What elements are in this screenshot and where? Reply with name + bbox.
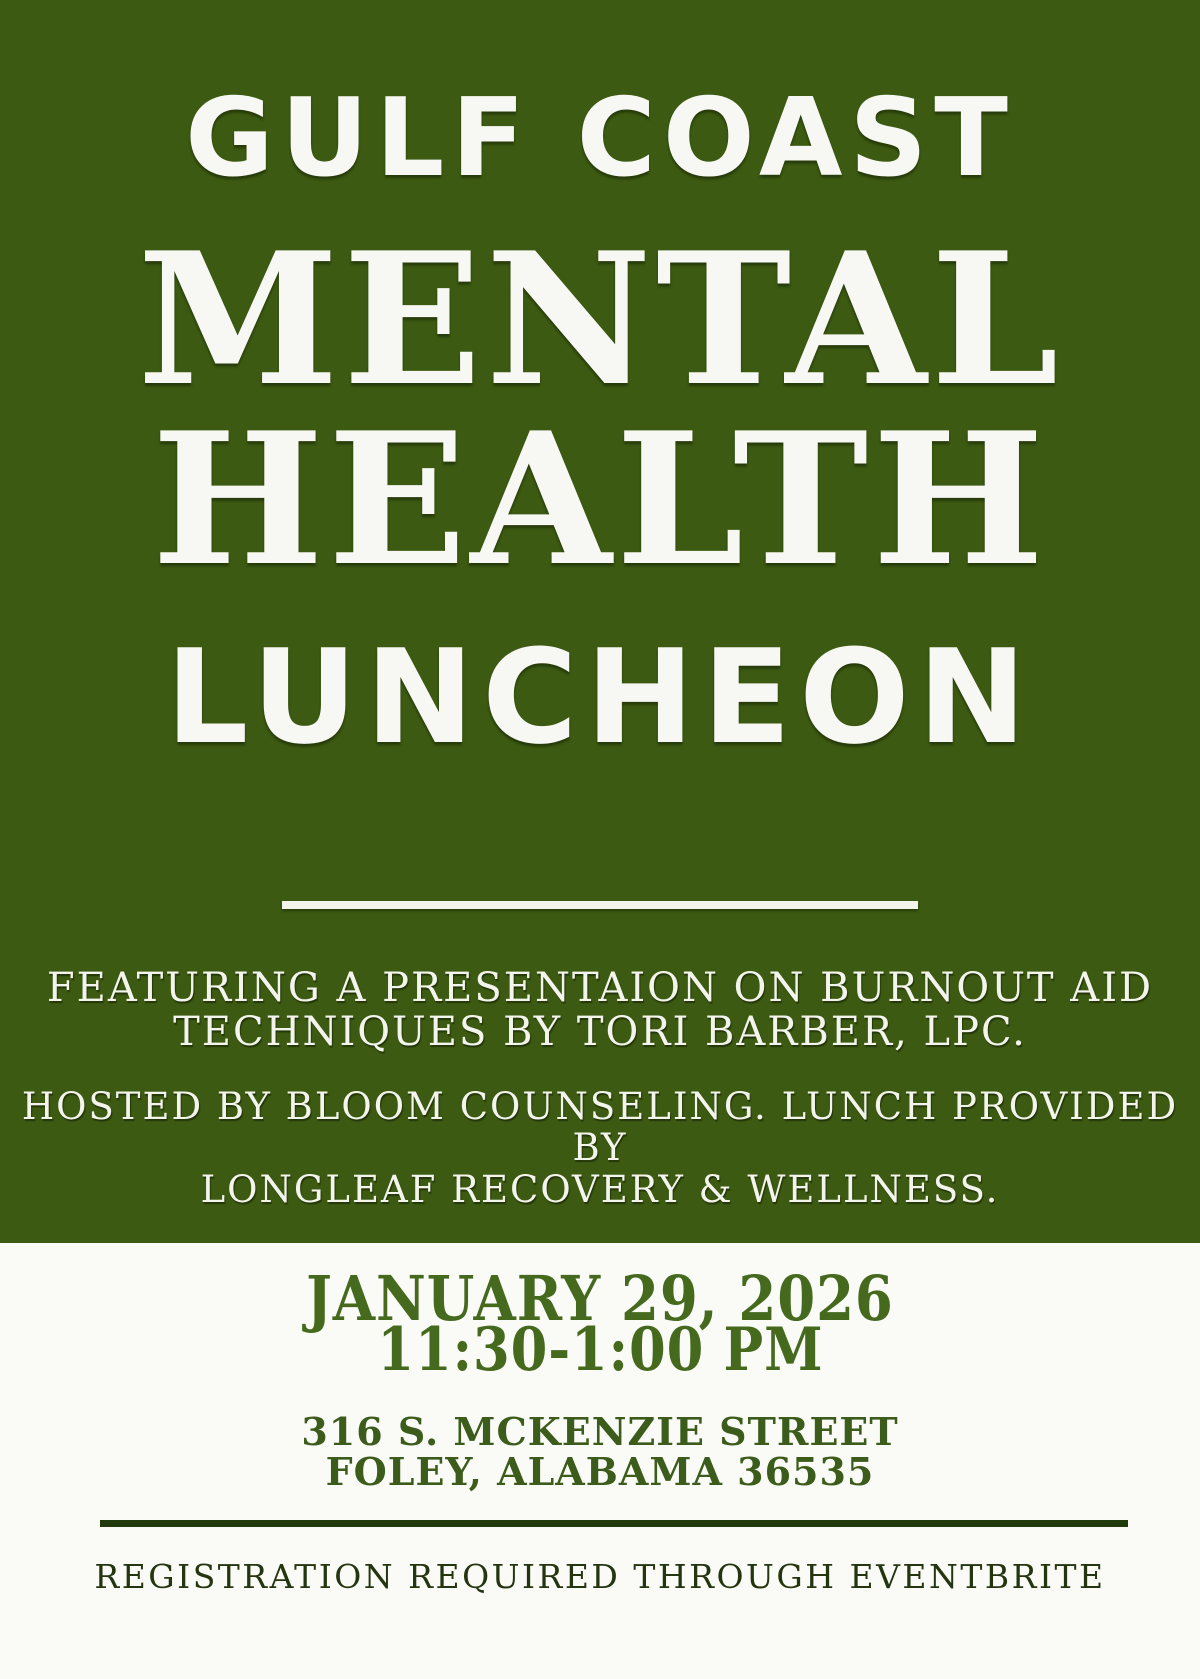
event-address bbox=[0, 1409, 1200, 1494]
host-line-2: LONGLEAF RECOVERY & WELLNESS. bbox=[200, 1167, 1000, 1211]
feature-line-2: TECHNIQUES BY TORI BARBER, LPC. bbox=[173, 1009, 1027, 1055]
feature-text bbox=[0, 966, 1200, 1054]
event-date-text: JANUARY 29, 2026 bbox=[306, 1262, 894, 1335]
host-text bbox=[0, 1086, 1200, 1210]
address-line-2: FOLEY, ALABAMA 36535 bbox=[325, 1448, 875, 1494]
feature-line-1: FEATURING A PRESENTAION ON BURNOUT AID bbox=[46, 965, 1154, 1011]
title-gulf-coast: GULF COAST bbox=[185, 76, 1015, 201]
green-rule-line bbox=[100, 1520, 1128, 1527]
host-line-1: HOSTED BY BLOOM COUNSELING. LUNCH PROVIDED BY bbox=[21, 1085, 1179, 1170]
title-luncheon: LUNCHEON bbox=[165, 621, 1035, 773]
registration-note: REGISTRATION REQUIRED THROUGH EVENTBRITE bbox=[94, 1557, 1106, 1596]
title-health: HEALTH bbox=[151, 392, 1049, 606]
white-divider-line bbox=[282, 901, 918, 909]
title-mental: MENTAL bbox=[137, 212, 1063, 426]
address-line-1: 316 S. MCKENZIE STREET bbox=[301, 1409, 899, 1454]
event-time bbox=[0, 1315, 1200, 1385]
event-time-text: 11:30-1:00 PM bbox=[376, 1315, 824, 1385]
